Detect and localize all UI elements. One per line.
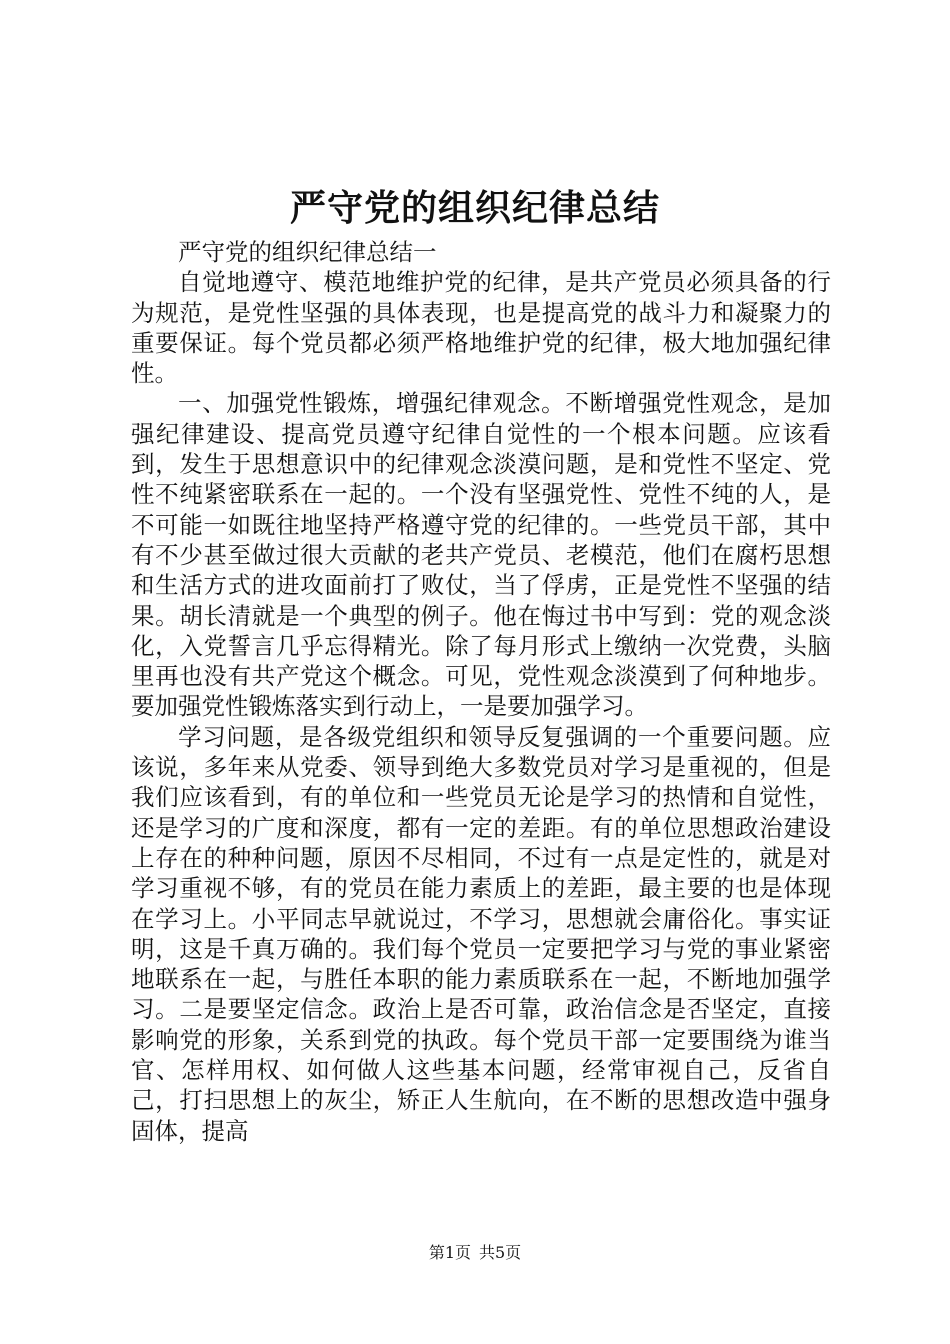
subtitle-paragraph: 严守党的组织纪律总结一 <box>178 238 437 266</box>
page-footer <box>0 1243 950 1263</box>
study-paragraph: 学习问题，是各级党组织和领导反复强调的一个重要问题。应该说，多年来从党委、领导到绝大多数党员对学习是重视的，但是我们应该看到，有的单位和一些党员无论是学习的热情和自觉性，还是学习的广度和深度，都有一定的差距。有的单位思想政治建设上存在的种种问题，原因不尽相同，不过有一点是定性的，就是对学习重视不够，有的党员在能力素质上的差距，最主要的也是体现在学习上。小平同志早就说过，不学习，思想就会庸俗化。事实证明，这是千真万确的。我们每个党员一定要把学习与党的事业紧密地联系在一起，与胜任本职的能力素质联系在一起，不断地加强学习。二是要坚定信念。政治上是否可靠，政治信念是否坚定，直接影响党的形象，关系到党的执政。每个党员干部一定要围绕为谁当官、怎样用权、如何做人这些基本问题，经常审视自己，反省自己，打扫思想上的灰尘，矫正人生航向，在不断的思想改造中强身固体，提高 <box>131 722 831 1145</box>
section-one-paragraph: 一、加强党性锻炼，增强纪律观念。不断增强党性观念，是加强纪律建设、提高党员遵守纪律自觉性的一个根本问题。应该看到，发生于思想意识中的纪律观念淡漠问题，是和党性不坚定、党性不纯紧密联系在一起的。一个没有坚强党性、党性不纯的人，是不可能一如既往地坚持严格遵守党的纪律的。一些党员干部，其中有不少甚至做过很大贡献的老共产党员、老模范，他们在腐朽思想和生活方式的进攻面前打了败仗，当了俘虏，正是党性不坚强的结果。胡长清就是一个典型的例子。他在悔过书中写到：党的观念淡化，入党誓言几乎忘得精光。除了每月形式上缴纳一次党费，头脑里再也没有共产党这个概念。可见，党性观念淡漠到了何种地步。要加强党性锻炼落实到行动上，一是要加强学习。 <box>131 389 831 721</box>
document-title: 严守党的组织纪律总结 <box>289 187 660 229</box>
page-number: 第1页 <box>428 1243 471 1262</box>
page-total: 共5页 <box>479 1243 522 1262</box>
intro-paragraph: 自觉地遵守、模范地维护党的纪律，是共产党员必须具备的行为规范，是党性坚强的具体表现，也是提高党的战斗力和凝聚力的重要保证。每个党员都必须严格地维护党的纪律，极大地加强纪律性。 <box>131 268 831 388</box>
document-body <box>131 237 831 1146</box>
